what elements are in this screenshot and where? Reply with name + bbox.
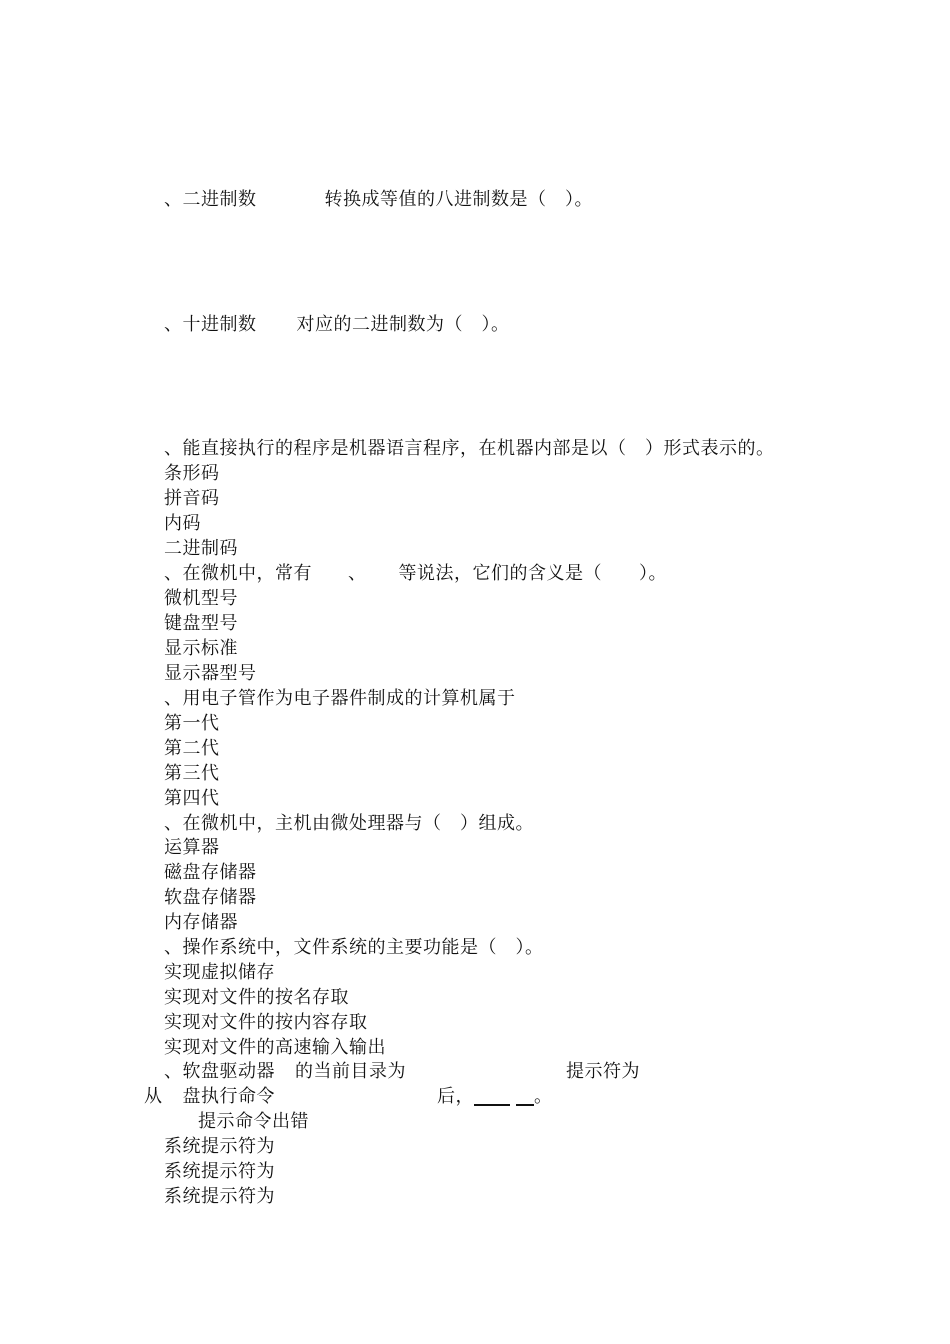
question-3: 、能直接执行的程序是机器语言程序，在机器内部是以（ ）形式表示的。 [164, 438, 775, 459]
question-5: 、用电子管作为电子器件制成的计算机属于 [164, 688, 516, 709]
question-8-text-b: 的当前目录为 [295, 1061, 406, 1082]
question-8-text-d: 从 [144, 1086, 163, 1107]
question-4-text-c: 等说法，它们的含义是（ ）。 [398, 563, 667, 584]
question-6-option: 软盘存储器 [164, 887, 257, 908]
question-4-text-b: 、 [348, 563, 367, 584]
question-3-option: 二进制码 [164, 538, 238, 559]
answer-blank [474, 1085, 510, 1109]
answer-blank [516, 1085, 534, 1109]
question-6-option: 运算器 [164, 837, 220, 858]
question-6: 、在微机中，主机由微处理器与（ ）组成。 [164, 813, 534, 834]
question-5-option: 第四代 [164, 788, 220, 809]
question-3-option: 条形码 [164, 463, 220, 484]
question-2-text: 、十进制数 [164, 314, 257, 335]
question-7-option: 实现虚拟储存 [164, 962, 275, 983]
question-4-option: 显示标准 [164, 638, 238, 659]
question-1 [164, 188, 593, 212]
question-8-text-f: 后， [437, 1086, 474, 1107]
question-8-end: 。 [534, 1086, 553, 1107]
question-8-option: 系统提示符为 [164, 1136, 275, 1157]
question-4 [164, 562, 667, 586]
question-3-option: 内码 [164, 513, 201, 534]
question-5-option: 第一代 [164, 713, 220, 734]
question-5-option: 第三代 [164, 763, 220, 784]
question-8-text-e: 盘执行命令 [182, 1086, 275, 1107]
question-3-option: 拼音码 [164, 488, 220, 509]
question-8-text-a: 、软盘驱动器 [164, 1061, 275, 1082]
question-8-line-2 [144, 1085, 553, 1109]
question-8-option: 系统提示符为 [164, 1161, 275, 1182]
question-5-option: 第二代 [164, 738, 220, 759]
question-4-option: 显示器型号 [164, 663, 257, 684]
question-7-option: 实现对文件的按名存取 [164, 987, 349, 1008]
question-2-tail: 对应的二进制数为（ ）。 [296, 314, 510, 335]
question-6-option: 内存储器 [164, 912, 238, 933]
question-7: 、操作系统中，文件系统的主要功能是（ ）。 [164, 937, 544, 958]
question-8-option: 系统提示符为 [164, 1186, 275, 1207]
question-8-option: 提示命令出错 [198, 1111, 309, 1132]
question-7-option: 实现对文件的按内容存取 [164, 1012, 368, 1033]
question-4-option: 键盘型号 [164, 613, 238, 634]
question-7-option: 实现对文件的高速输入输出 [164, 1037, 386, 1058]
question-8-text-c: 提示符为 [566, 1061, 640, 1082]
question-2 [164, 313, 510, 337]
question-6-option: 磁盘存储器 [164, 862, 257, 883]
question-1-tail: 转换成等值的八进制数是（ ）。 [324, 189, 593, 210]
question-4-text-a: 、在微机中，常有 [164, 563, 312, 584]
question-1-text: 、二进制数 [164, 189, 257, 210]
question-4-option: 微机型号 [164, 588, 238, 609]
question-8-line-1 [164, 1060, 640, 1084]
